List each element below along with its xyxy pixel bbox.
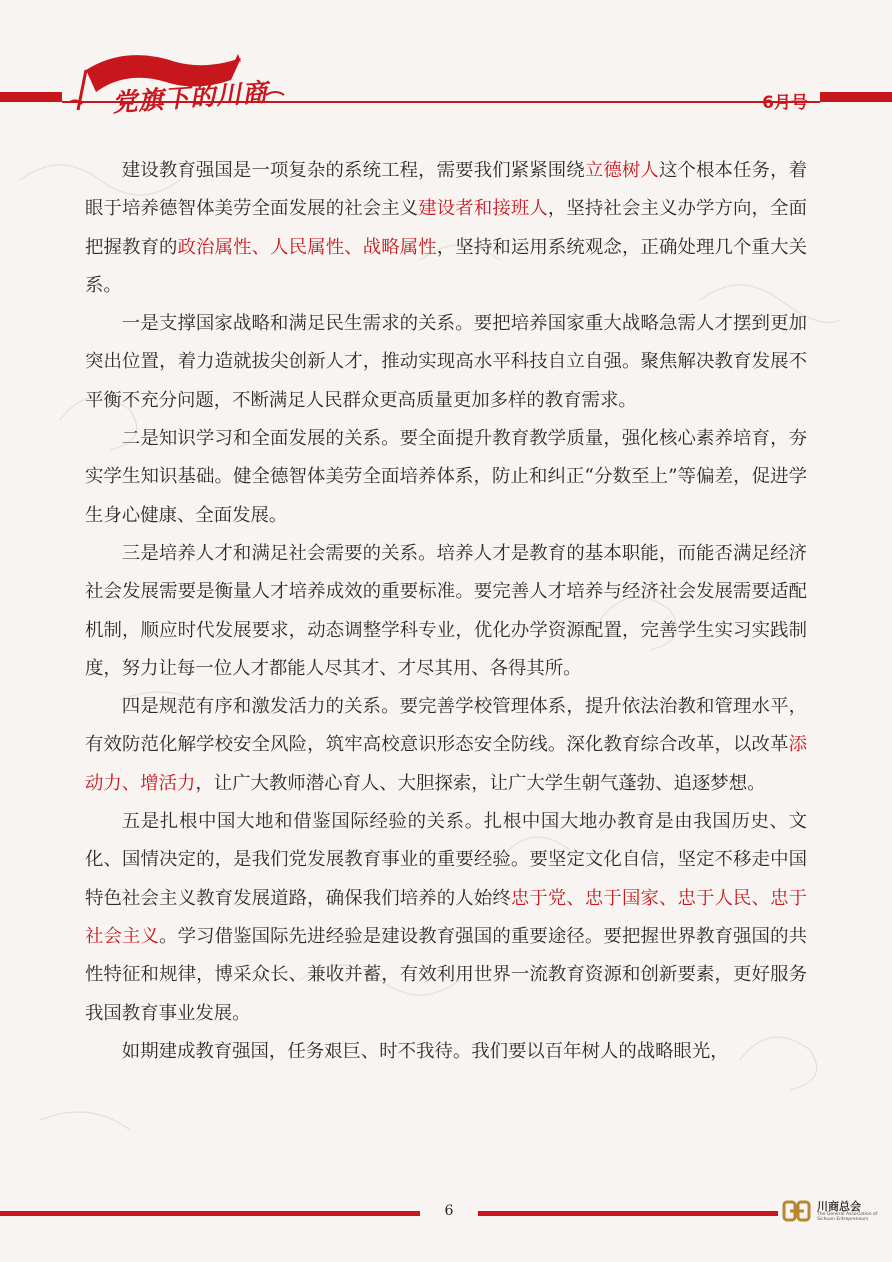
paragraph [85,305,807,420]
org-name: 川商总会 [817,1200,861,1213]
paragraph-text: ，坚持和运用系统观念，正确处理几个重大关系。 [85,236,807,296]
paragraph [85,152,807,305]
header-bar-left [0,92,62,102]
paragraph [85,688,807,803]
logo-title: 党旗下的川商 [111,77,269,118]
paragraph-text: 如期建成教育强国，任务艰巨、时不我待。我们要以百年树人的战略眼光， [121,1040,729,1062]
paragraph-text: ，让广大教师潜心育人、大胆探索，让广大学生朝气蓬勃、追逐梦想。 [195,772,766,794]
highlight-text: 建设者和接班人 [418,198,548,220]
paragraph [85,535,807,688]
paragraph-text: ，坚持社会主义办学方向，全面把握教育的 [85,198,807,258]
paragraph [85,803,807,1033]
highlight-text: 立德树人 [584,160,659,181]
paragraph-text: 。学习借鉴国际先进经验是建设教育强国的重要途径。要把握世界教育强国的共性特征和规律，博采众长、兼收并蓄，有效利用世界一流教育资源和创新要素，更好服务我国教育事业发展。 [85,925,807,1024]
paragraph-text: 五是扎根中国大地和借鉴国际经验的关系。扎根中国大地办教育是由我国历史、文化、国情决定的，是我们党发展教育事业的重要经验。要坚定文化自信，坚定不移走中国特色社会主义教育发展道路，确保我们培养的人始终 [85,811,807,909]
org-subtitle: The General Association of Sichuan Entrepreneurs [817,1212,878,1222]
page-number: 6 [444,1203,454,1219]
highlight-text: 政治属性、人民属性、战略属性 [177,236,437,258]
org-logo-icon [782,1196,812,1226]
highlight-text: 添动力、增活力 [85,734,807,794]
footer-bar-left [0,1211,420,1216]
highlight-text: 忠于党、忠于国家、忠于人民、忠于社会主义 [85,887,807,947]
paragraph [85,1033,807,1071]
paragraph-text: 三是培养人才和满足社会需要的关系。培养人才是教育的基本职能，而能否满足经济社会发展需要是衡量人才培养成效的重要标准。要完善人才培养与经济社会发展需要适配机制，顺应时代发展要求，动态调整学科专业，优化办学资源配置，完善学生实习实践制度，努力让每一位人才都能人尽其才、才尽其用、各得其所。 [85,542,807,679]
paragraph-text: 四是规范有序和激发活力的关系。要完善学校管理体系，提升依法治教和管理水平，有效防范化解学校安全风险，筑牢高校意识形态安全防线。深化教育综合改革，以改革 [85,696,807,756]
paragraph-text: 二是知识学习和全面发展的关系。要全面提升教育教学质量，强化核心素养培育，夯实学生知识基础。健全德智体美劳全面培养体系，防止和纠正“分数至上”等偏差，促进学生身心健康、全面发展。 [85,428,807,526]
header-bar-right [820,92,892,102]
issue-label: 6月号 [762,93,808,113]
article-body [85,152,807,1071]
paragraph-text: 建设教育强国是一项复杂的系统工程，需要我们紧紧围绕 [121,160,585,181]
footer-bar-right [478,1211,778,1216]
paragraph-text: 这个根本任务，着眼于培养德智体美劳全面发展的社会主义 [85,160,807,220]
paragraph [85,420,807,535]
paragraph-text: 一是支撑国家战略和满足民生需求的关系。要把培养国家重大战略急需人才摆到更加突出位置，着力造就拔尖创新人才，推动实现高水平科技自立自强。聚焦解决教育发展不平衡不充分问题，不断满足人民群众更高质量更加多样的教育需求。 [85,313,807,411]
